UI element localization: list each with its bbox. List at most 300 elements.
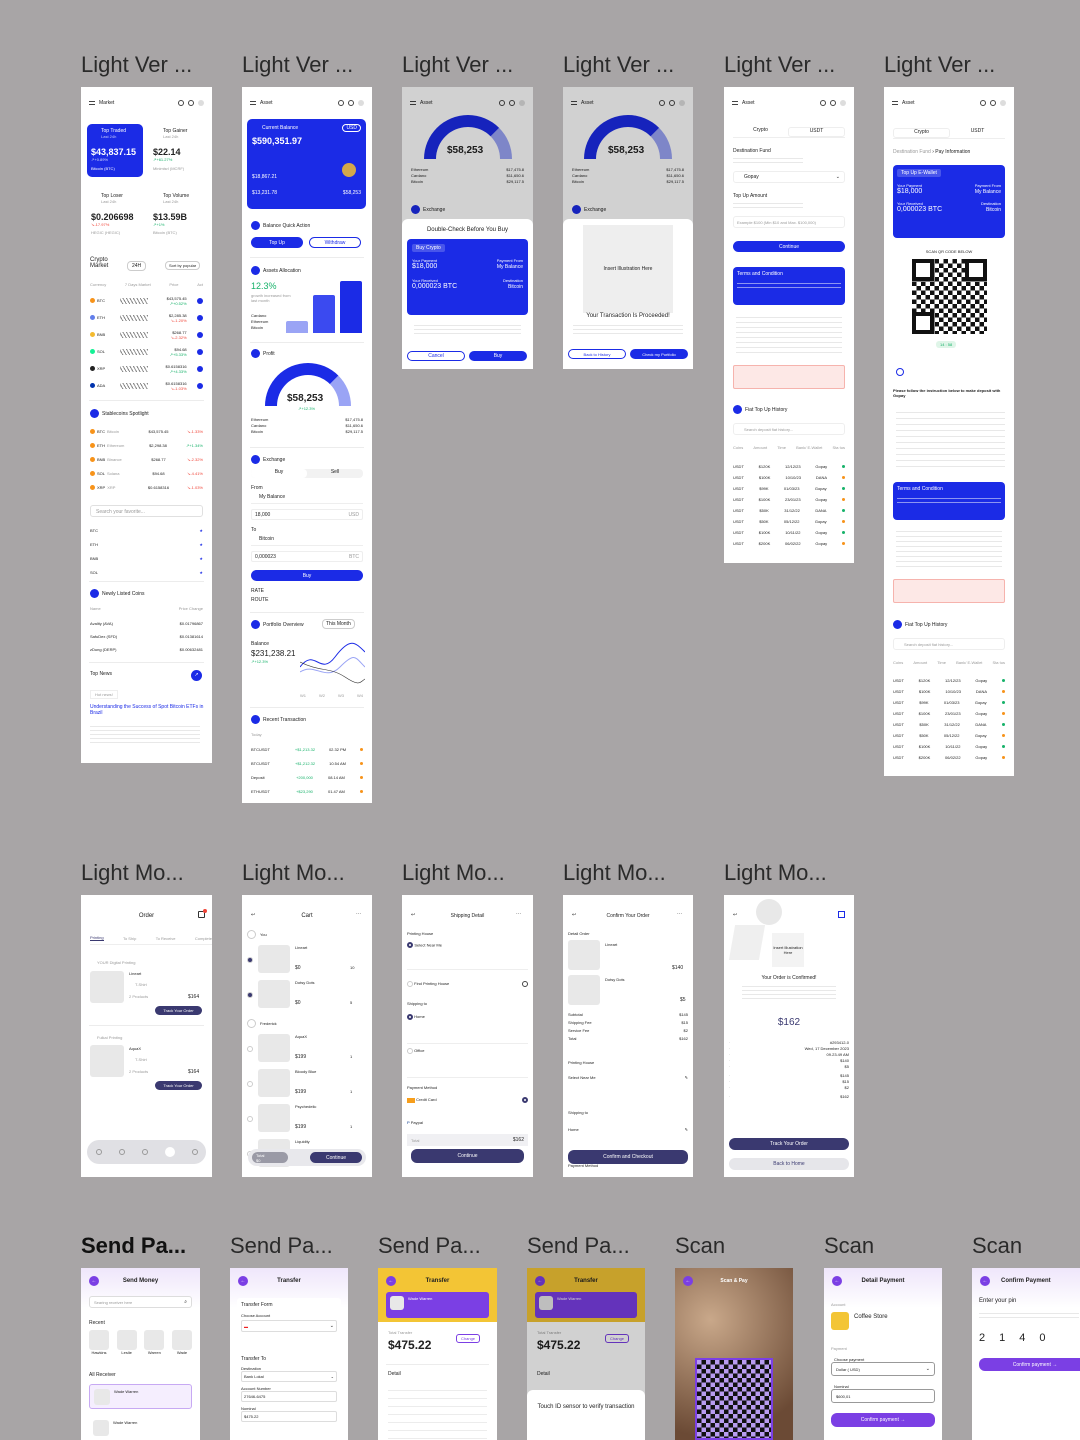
transfer-form-screen: ← Transfer Transfer Form Choose Account ▬ ⌄ Transfer To Destination Bank Lokal ⌄ Account Number 27646-6475 Nominal $475.22	[230, 1268, 348, 1440]
status-dot	[360, 748, 363, 751]
cart-screen: ↩ Cart ··· You Lineart $0 10 Dotsy Dots $0 5 Frederick AquaX $199 1 Bloody Blue $199 1 Psychedelic $199 1 Liquidity Total $0 Continue	[242, 895, 372, 1177]
select-near-option[interactable]: Select Near Me	[407, 942, 528, 970]
detail-payment-screen: ← Detail Payment Account Coffee Store Payment Choose payment Dollar ( USD) ⌄ Nominal $600,01 Confirm payment →	[824, 1268, 942, 1440]
sheet-title: Double-Check Before You Buy	[426, 227, 509, 233]
confirm-payment-button[interactable]: Confirm payment →	[979, 1358, 1080, 1371]
allocation-legend: Cardano Ethereum Bitcoin	[251, 313, 269, 330]
action-icon[interactable]	[197, 383, 203, 389]
pin-digits[interactable]: 2 1 4 0	[979, 1332, 1046, 1344]
cart-item[interactable]: AquaX $199 1	[247, 1032, 367, 1067]
gauge-legend-row: Bitcoin $29,117.5	[251, 429, 363, 434]
select-radio[interactable]	[247, 957, 253, 963]
change-button[interactable]: Change	[456, 1334, 480, 1343]
status-dot	[842, 531, 845, 534]
profit-title: Profit	[251, 349, 275, 358]
topup-button[interactable]: Top Up	[251, 237, 303, 248]
news-tag: Hot news!	[90, 690, 118, 699]
frame-label: Light Ver ...	[884, 52, 996, 77]
asset-screen: Asset Current Balance USD $590,351.97 $18,867.21 $13,231.78 $58,253 Balance Quick Action Top Up Withdraw Assets Allocation 12.3% growth increased from last month Cardano Ethereum Bitcoin Profit $58,253 ↗+12.3% Ethereum $17,475.8 Cardano $11,650.6 Bitcoin $29,117.5 Exchange Buy Sell From My Balance 18,000 USD To Bitcoin 0,000023 BTC Buy RATE ROUTE Portfolio Overview This Month Balance $231,238.21 ↗+12.3% W1 W2 W3 W4 Recent Transaction Today BTCUSDT +$1,213.32 02.32 PM BTCUSDT +$1,212.32 10.54 AM Deposit +200,000 08.14 AM ETHUSDT +$23,290 01.47 AM	[242, 87, 372, 803]
history-row[interactable]: USDT $100K 10/11/22 Gopay	[893, 741, 1005, 752]
back-home-button[interactable]: Back to Home	[729, 1158, 849, 1170]
action-icon[interactable]	[197, 349, 203, 355]
bell-icon[interactable]	[830, 100, 836, 106]
news-arrow-button[interactable]: ↗	[191, 670, 202, 681]
menu-icon[interactable]	[892, 101, 898, 105]
info-icon	[896, 368, 904, 376]
allocation-bars	[284, 275, 364, 333]
top-traded-card[interactable]: Top Traded Last 24h $43,837.15 ↗+0.89% Bitcoin (BTC)	[87, 124, 143, 177]
coin-icon	[90, 332, 95, 337]
cart-item[interactable]: Dotsy Dots $0 5	[247, 978, 367, 1013]
cart-item[interactable]: Liquidity	[247, 1137, 367, 1172]
menu-icon[interactable]	[250, 101, 256, 105]
frame-label: Light Ver ...	[724, 52, 836, 77]
sort-dropdown[interactable]: Sort by popular	[165, 261, 200, 270]
account-number-input[interactable]: 27646-6475	[241, 1391, 337, 1402]
sparkline	[120, 383, 148, 389]
sparkline	[120, 332, 148, 338]
coin-icon	[342, 163, 356, 177]
cart-list-you	[247, 943, 367, 1013]
receiver-item[interactable]: Wade Warren	[89, 1384, 192, 1409]
quantity-stepper[interactable]: 10	[350, 965, 355, 970]
from-amount-input[interactable]: 18,000 USD	[251, 509, 363, 520]
search-icon[interactable]	[178, 100, 184, 106]
withdraw-button[interactable]: Withdraw	[309, 237, 361, 248]
search-icon[interactable]	[119, 1149, 125, 1155]
coin-icon	[90, 485, 95, 490]
frame-label: Light Mo...	[724, 860, 827, 885]
bell-icon[interactable]	[990, 100, 996, 106]
quick-action-title: Balance Quick Action	[251, 221, 310, 230]
touch-id-screen: ← Transfer Wade Warren Total Transfer $475.22 Change Detail Touch ID sensor to verify transaction	[527, 1268, 645, 1440]
newly-listed-row[interactable]: Avality (AVA) $0.01796867	[90, 621, 203, 626]
top-loser-card[interactable]: Top Loser Last 24h $0.206698 ↘-17.97% HEGIC (HEGIC)	[91, 193, 134, 235]
frame-label: Light Ver ...	[563, 52, 675, 77]
select-radio[interactable]	[247, 992, 253, 998]
history-row[interactable]: USDT $99K 01/03/23 Gopay	[733, 483, 845, 494]
transaction-proceeded-screen: Asset $58,253 Ethereum $17,475.8 Cardano $11,650.6 Bitcoin $29,117.5 Exchange Insert Illustration Here Your Transaction Is Proceeded! Back to History Check my Portfolio	[563, 87, 693, 369]
history-row[interactable]: USDT $200K 06/02/22 Gopay	[893, 752, 1005, 763]
newly-listed-list	[90, 617, 203, 656]
quantity-stepper[interactable]: 1	[350, 1054, 353, 1059]
history-row[interactable]: USDT $50K 05/12/22 Gopay	[893, 730, 1005, 741]
favorite-row[interactable]: ETH ★	[90, 541, 203, 547]
status-dot	[1002, 690, 1005, 693]
history-table	[733, 461, 845, 549]
action-icon[interactable]	[197, 366, 203, 372]
confirm-sheet	[402, 219, 533, 369]
select-radio[interactable]	[247, 1116, 253, 1122]
sparkline	[120, 349, 148, 355]
ewallet-card: Top Up E-Wallet Your Payment Payment From $18,000 My Balance Your Received Destination 0,000023 BTC Bitcoin	[893, 165, 1005, 238]
order-details: · #293412-0 · Wed, 17 December 2023 · 09.23.49 AM · $140 · $5 · $145 · $15 · $2 · $162	[729, 1040, 849, 1099]
account-select[interactable]: ▬ ⌄	[241, 1320, 337, 1332]
order-screen: Order Printing To Ship To Receive Complete YOUR Digital Printing Lineart T-Shirt 2 Products $164 Track Your Order Fulkai Printing AquaX T-Shirt 2 Products $164 Track Your Order	[81, 895, 212, 1177]
status-dot	[842, 487, 845, 490]
from-balance-select[interactable]: My Balance	[251, 494, 363, 504]
frame-label: Scan	[675, 1233, 726, 1258]
newly-listed-title: Newly Listed Coins	[90, 589, 145, 598]
paypal-option[interactable]: P Paypal	[407, 1120, 423, 1125]
summary-row: Subtotal $145	[568, 1012, 688, 1017]
product-image	[258, 980, 290, 1008]
action-icon[interactable]	[197, 332, 203, 338]
newly-listed-row[interactable]: SafuDex (SFD) $0.01381614	[90, 634, 203, 639]
page-title: Shipping Detail	[450, 913, 485, 919]
search-icon[interactable]	[820, 100, 826, 106]
continue-button[interactable]: Continue	[310, 1152, 362, 1163]
product-image	[258, 1104, 290, 1132]
status-dot	[842, 520, 845, 523]
stablecoin-row[interactable]: ETH Ethereum $2,298.38 ↗+1.34%	[90, 438, 203, 452]
page-title: Transfer	[425, 1278, 450, 1284]
transaction-list	[251, 742, 363, 798]
product-image	[258, 1034, 290, 1062]
page-title: Transfer	[277, 1278, 301, 1284]
amount-paid: $162	[777, 1017, 801, 1028]
status-dot	[1002, 679, 1005, 682]
swap-icon[interactable]	[142, 1149, 148, 1155]
stablecoin-row[interactable]: SOL Solana $94.68 ↘-4.41%	[90, 466, 203, 480]
month-dropdown[interactable]: This Month	[322, 619, 355, 629]
coin-icon	[90, 443, 95, 448]
payment-select[interactable]: Dollar ( USD) ⌄	[831, 1362, 935, 1376]
frame-label: Send Pa...	[230, 1233, 333, 1258]
coin-icon	[90, 471, 95, 476]
checkout-button[interactable]: Confirm and Checkout	[568, 1150, 688, 1164]
back-icon[interactable]: ←	[832, 1276, 842, 1286]
star-icon[interactable]: ★	[199, 541, 203, 547]
send-money-screen: ← Send Money Searing receiver here ⌕ Recent Hawkins Leslie Warren Wade All Receiver Wade Warren Wade Warren	[81, 1268, 200, 1440]
menu-icon[interactable]	[732, 101, 738, 105]
bottom-nav[interactable]	[87, 1140, 206, 1164]
history-row[interactable]: USDT $100K 23/01/23 Gopay	[733, 494, 845, 505]
coin-row[interactable]: ADA $0.6158316 ↘-1.03%	[90, 377, 203, 394]
buy-button[interactable]: Buy	[469, 351, 527, 361]
qr-scanner-frame[interactable]	[695, 1358, 773, 1440]
back-icon[interactable]: ↩	[733, 912, 738, 918]
bell-icon[interactable]	[348, 100, 354, 106]
scan-pay-screen	[675, 1268, 793, 1440]
back-icon[interactable]: ↩	[411, 912, 416, 918]
sparkline	[120, 315, 148, 321]
history-row[interactable]: USDT $50K 05/12/22 Gopay	[733, 516, 845, 527]
page-title: Confirm Your Order	[606, 913, 650, 919]
frame-label: Scan	[972, 1233, 1023, 1258]
coin-row[interactable]: BTC $43,575.45 ↗+0.52%	[90, 292, 203, 309]
stablecoin-row[interactable]: XRP XRP $0.6158316 ↘-1.03%	[90, 480, 203, 494]
stablecoin-list	[90, 424, 203, 494]
to-amount-input[interactable]: 0,000023 BTC	[251, 551, 363, 562]
history-title: Fiat Top Up History	[733, 405, 787, 414]
cart-item[interactable]: Lineart $0 10	[247, 943, 367, 978]
payment-summary-card: Buy Crypto Your Payment Payment From $18,000 My Balance Your Received Destination 0,000023 BTC Bitcoin	[407, 239, 528, 315]
coin-icon	[90, 349, 95, 354]
confirm-order-screen: ↩ Confirm Your Order ··· Detail Order Lineart $140 Dotsy Dots $5 Subtotal $145 Shipping Fee $15 Service Fee $2 Total $162 Printing House Select Near Me ✎ Shipping to Home ✎ Confirm and Checkout Payment Method	[563, 895, 693, 1177]
home-address-option[interactable]: Home	[407, 1014, 528, 1044]
frame-label: Light Ver ...	[402, 52, 514, 77]
stablecoin-row[interactable]: BTC Bitcoin $43,575.45 ↘-1.33%	[90, 424, 203, 438]
continue-button[interactable]: Continue	[733, 241, 845, 252]
recent-transaction-title: Recent Transaction	[251, 715, 306, 724]
frame-label: Light Mo...	[402, 860, 505, 885]
receiver-search-input[interactable]: Searing receiver here ⌕	[89, 1296, 192, 1308]
back-icon[interactable]: ←	[386, 1276, 396, 1286]
coin-icon	[90, 429, 95, 434]
avatar[interactable]	[198, 100, 204, 106]
check-portfolio-button[interactable]: Check my Portfolio	[630, 349, 688, 359]
coin-row[interactable]: XRP $0.6158316 ↗+4.33%	[90, 360, 203, 377]
home-icon[interactable]	[96, 1149, 102, 1155]
crypto-market-title: Crypto Market	[90, 257, 109, 269]
destination-select[interactable]: Bank Lokal ⌄	[241, 1371, 337, 1382]
status-dot	[1002, 745, 1005, 748]
office-address-option[interactable]: Office	[407, 1048, 528, 1078]
star-icon[interactable]: ★	[199, 555, 203, 561]
touch-id-sheet: Touch ID sensor to verify transaction	[527, 1390, 645, 1440]
sparkline	[120, 366, 148, 372]
sparkline	[120, 298, 148, 304]
top-volume-card[interactable]: Top Volume Last 24h $13.59B ↗+1% Bitcoin (BTC)	[153, 193, 190, 235]
frame-label: Scan	[824, 1233, 875, 1258]
quantity-stepper[interactable]: 5	[350, 1000, 353, 1005]
select-radio[interactable]	[247, 1081, 253, 1087]
currency-dropdown[interactable]: USD	[342, 124, 361, 132]
frame-label: Send Pa...	[378, 1233, 481, 1258]
search-icon[interactable]	[338, 100, 344, 106]
history-search-input[interactable]: Search deposit fiat history...	[733, 423, 845, 435]
order-confirmed-screen: ↩ Insert Illustration Here Your Order is Confirmed! $162 · #293412-0 · Wed, 17 December 2023 · 09.23.49 AM · $140 · $5 · $145 · $15 · $2 · $162 Track Your Order Back to Home	[724, 895, 854, 1177]
back-icon[interactable]: ↩	[572, 912, 577, 918]
nominal-input[interactable]: $600,01	[831, 1389, 935, 1403]
favorite-row[interactable]: SOL ★	[90, 569, 203, 575]
frame-label: Light Mo...	[563, 860, 666, 885]
order-summary	[568, 1011, 688, 1043]
status-dot	[1002, 734, 1005, 737]
back-icon[interactable]: ←	[238, 1276, 248, 1286]
product-image	[258, 945, 290, 973]
confirm-pin-screen: ← Confirm Payment Enter your pin 2 1 4 0 Confirm payment →	[972, 1268, 1080, 1440]
coin-row[interactable]: SOL $94.68 ↗+5.33%	[90, 343, 203, 360]
frame-label: Light Ver ...	[242, 52, 354, 77]
gauge-legend-row: Cardano $11,650.6	[251, 423, 363, 428]
summary-row: Shipping Fee $15	[568, 1020, 688, 1025]
history-row[interactable]: USDT $50K 31/12/22 DANA	[733, 505, 845, 516]
assets-allocation-title: Assets Allocation	[251, 266, 301, 275]
stablecoin-row[interactable]: BNB Binance $268.77 ↘-2.32%	[90, 452, 203, 466]
avatar[interactable]	[1000, 100, 1006, 106]
confirm-payment-button[interactable]: Confirm payment →	[831, 1413, 935, 1427]
continue-button[interactable]: Continue	[411, 1149, 524, 1163]
page-title: Market	[99, 100, 115, 106]
track-order-button[interactable]: Track Your Order	[155, 1006, 202, 1015]
receiver-card: Wade Warren	[386, 1292, 489, 1318]
status-dot	[1002, 756, 1005, 759]
status-dot	[1002, 723, 1005, 726]
status-dot	[360, 776, 363, 779]
cart-item[interactable]: Bloody Blue $199 1	[247, 1067, 367, 1102]
transaction-row[interactable]: BTCUSDT +$1,212.32 10.54 AM	[251, 756, 363, 770]
coin-icon	[90, 383, 95, 388]
top-news-title: Top News	[90, 671, 112, 677]
cart-footer: Total $0 Continue	[248, 1149, 366, 1166]
status-dot	[360, 790, 363, 793]
avatar[interactable]	[840, 100, 846, 106]
buy-confirm-screen: Asset $58,253 Ethereum $17,475.8 Cardano $11,650.6 Bitcoin $29,117.5 Exchange Double-Check Before You Buy Buy Crypto Your Payment Payment From $18,000 My Balance Your Received Destination 0,000023 BTC Bitcoin Cancel Buy	[402, 87, 533, 369]
coin-list	[90, 292, 203, 394]
search-icon: ⌕	[184, 1299, 187, 1305]
illustration-placeholder: Insert Illustration Here	[724, 895, 854, 975]
page-title: Asset	[260, 100, 273, 106]
history-row[interactable]: USDT $120K 12/12/23 Gopay	[733, 461, 845, 472]
history-row[interactable]: USDT $200K 06/02/22 Gopay	[733, 538, 845, 549]
back-icon[interactable]: ←	[980, 1276, 990, 1286]
frame-label: Send Pa...	[527, 1233, 630, 1258]
history-row[interactable]: USDT $100K 10/10/23 DANA	[733, 472, 845, 483]
breadcrumb: Destination Fund › Pay Information	[893, 149, 971, 155]
avatar[interactable]	[358, 100, 364, 106]
back-icon[interactable]: ↩	[251, 912, 256, 918]
order-tabs[interactable]: Printing To Ship To Receive Complete	[90, 935, 212, 945]
back-icon[interactable]: ←	[683, 1276, 693, 1286]
transaction-row[interactable]: Deposit +200,000 08.14 AM	[251, 770, 363, 784]
frame-label: Light Mo...	[81, 860, 184, 885]
nominal-input[interactable]: $475.22	[241, 1411, 337, 1422]
gauge-legend-row: Ethereum $17,475.8	[251, 417, 363, 422]
action-icon[interactable]	[197, 298, 203, 304]
newly-listed-row[interactable]: zDung (DERP) $0.00632481	[90, 647, 203, 652]
action-icon[interactable]	[197, 315, 203, 321]
page-title: Send Money	[122, 1278, 159, 1284]
history-row[interactable]: USDT $120K 12/12/23 Gopay	[893, 675, 1005, 686]
back-to-history-button[interactable]: Back to History	[568, 349, 626, 359]
order-icon[interactable]	[165, 1147, 175, 1157]
quantity-stepper[interactable]: 1	[350, 1089, 353, 1094]
history-row[interactable]: USDT $100K 10/10/23 DANA	[893, 686, 1005, 697]
more-icon[interactable]: ···	[356, 911, 361, 917]
coin-table-header: Currency 7 Days Market Price Act	[90, 282, 203, 287]
find-printing-option[interactable]: Find Printing House	[407, 979, 528, 989]
status-dot	[842, 542, 845, 545]
status-dot	[842, 465, 845, 468]
search-icon[interactable]	[980, 100, 986, 106]
cart-icon[interactable]	[198, 911, 205, 918]
exchange-title: Exchange	[251, 455, 285, 464]
filter-dropdown[interactable]: 24H	[127, 261, 146, 271]
summary-row: Total $162	[568, 1036, 688, 1041]
history-table	[893, 675, 1005, 763]
credit-card-option[interactable]: Credit Card	[407, 1097, 528, 1103]
profile-icon[interactable]	[192, 1149, 198, 1155]
topup-screen: Asset Crypto USDT Destination Fund Gopay ⌄ Top Up Amount Example $100 (Min $10 and Max. $100,000) Continue Terms and Condition Fiat Top Up History Search deposit fiat history... Coins Amount Time Bank/ E-Wallet Sta tus USDT $120K 12/12/23 Gopay USDT $100K 10/10/23 DANA USDT $99K 01/03/23 Gopay USDT $100K 23/01/23 Gopay USDT $50K 31/12/22 DANA USDT $50K 05/12/22 Gopay USDT $100K 10/11/22 Gopay USDT $200K 06/02/22 Gopay	[724, 87, 854, 563]
balance-card: Current Balance USD $590,351.97 $18,867.21 $13,231.78 $58,253	[247, 119, 366, 209]
status-dot	[842, 509, 845, 512]
quantity-stepper[interactable]: 1	[350, 1124, 353, 1129]
star-icon[interactable]: ★	[199, 569, 203, 575]
coffee-cup-icon	[831, 1312, 849, 1330]
news-headline[interactable]: Understanding the Success of Spot Bitcoin ETFs in Brazil	[90, 704, 204, 716]
qr-timer: 14 : 58	[936, 341, 956, 348]
transaction-row[interactable]: BTCUSDT +$1,213.32 02.32 PM	[251, 742, 363, 756]
buy-sell-toggle[interactable]: Buy Sell	[251, 469, 363, 478]
exchange-buy-button[interactable]: Buy	[251, 570, 363, 581]
back-icon[interactable]: ←	[89, 1276, 99, 1286]
page-title: Detail Payment	[861, 1278, 905, 1284]
status-dot	[360, 762, 363, 765]
summary-row: Service Fee $2	[568, 1028, 688, 1033]
back-icon[interactable]: ←	[535, 1276, 545, 1286]
favorite-row[interactable]: BNB ★	[90, 555, 203, 561]
coin-icon	[90, 298, 95, 303]
bell-icon[interactable]	[188, 100, 194, 106]
qr-code-icon	[912, 259, 987, 334]
status-dot	[1002, 712, 1005, 715]
coin-icon	[90, 366, 95, 371]
favorite-row[interactable]: BTC ★	[90, 527, 203, 533]
location-icon	[522, 981, 528, 987]
illustration-placeholder: Insert Illustration Here	[583, 225, 673, 313]
history-row[interactable]: USDT $100K 23/01/23 Gopay	[893, 708, 1005, 719]
stablecoins-title: Stablecoins Spotlight	[90, 409, 149, 418]
pay-information-screen: Asset Crypto USDT Destination Fund › Pay Information Top Up E-Wallet Your Payment Payment From $18,000 My Balance Your Received Destination 0,000023 BTC Bitcoin SCAN QR CODE BELOW 14 : 58 Please follow the instruction below to make deposit with Gopay Terms and Condition Fiat Top Up History Search deposit fiat history... Coins Amount Time Bank/ E-Wallet Sta tus USDT $120K 12/12/23 Gopay USDT $100K 10/10/23 DANA USDT $99K 01/03/23 Gopay USDT $100K 23/01/23 Gopay USDT $50K 31/12/22 DANA USDT $50K 05/12/22 Gopay USDT $100K 10/11/22 Gopay USDT $200K 06/02/22 Gopay	[884, 87, 1014, 776]
amount-input[interactable]: Example $100 (Min $10 and Max. $100,000)	[733, 216, 845, 228]
track-order-button[interactable]: Track Your Order	[155, 1081, 202, 1090]
status-dot	[842, 476, 845, 479]
recent-receivers[interactable]: Hawkins Leslie Warren Wade	[89, 1330, 192, 1355]
history-row[interactable]: USDT $50K 31/12/22 DANA	[893, 719, 1005, 730]
receiver-item[interactable]: Wade Warren	[89, 1416, 192, 1440]
transfer-summary-screen: ← Transfer Wade Warren Total Transfer $475.22 Change Detail	[378, 1268, 497, 1440]
history-row[interactable]: USDT $99K 01/03/23 Gopay	[893, 697, 1005, 708]
crypto-usdt-tabs[interactable]: Crypto USDT	[733, 127, 845, 138]
favorite-search-input[interactable]: Search your favorite...	[90, 505, 203, 517]
frame-label: Light Mo...	[242, 860, 345, 885]
transaction-row[interactable]: ETHUSDT +$23,290 01.47 AM	[251, 784, 363, 798]
select-radio[interactable]	[247, 1046, 253, 1052]
gauge-legend	[251, 417, 363, 435]
coin-icon	[90, 457, 95, 462]
cancel-button[interactable]: Cancel	[407, 351, 465, 361]
track-order-button[interactable]: Track Your Order	[729, 1138, 849, 1150]
gopay-select[interactable]: Gopay ⌄	[733, 171, 845, 183]
frame-label: Send Pa...	[81, 1233, 187, 1258]
top-gainer-card[interactable]: Top Gainer Last 24h $22.14 ↗+61.27% Minimlsrl (MCRF)	[153, 128, 188, 171]
menu-icon[interactable]	[89, 101, 95, 105]
more-icon[interactable]: ···	[516, 911, 521, 917]
coin-icon	[90, 315, 95, 320]
portfolio-chart	[300, 637, 365, 687]
page-title: Scan & Pay	[720, 1278, 748, 1284]
product-image	[258, 1069, 290, 1097]
portfolio-title: Portfolio Overview	[251, 620, 304, 629]
history-row[interactable]: USDT $100K 10/11/22 Gopay	[733, 527, 845, 538]
to-coin-select[interactable]: Bitcoin	[251, 536, 363, 546]
star-icon[interactable]: ★	[199, 527, 203, 533]
coin-row[interactable]: ETH $2,285.38 ↘-1.20%	[90, 309, 203, 326]
terms-card: Terms and Condition	[733, 267, 845, 305]
page-title: Order	[138, 913, 155, 919]
frame-label: Light Ver ...	[81, 52, 193, 77]
more-icon[interactable]: ···	[677, 911, 682, 917]
coin-row[interactable]: BNB $268.77 ↘-2.32%	[90, 326, 203, 343]
status-dot	[842, 498, 845, 501]
page-title: Confirm Payment	[1001, 1278, 1051, 1284]
shipping-detail-screen: ↩ Shipping Detail ··· Printing House Select Near Me Find Printing House Shipping to Home Office Payment Method Credit Card P Paypal Total $162 Continue	[402, 895, 533, 1177]
page-title: Cart	[301, 913, 313, 919]
favorites-list	[90, 523, 203, 579]
cart-item[interactable]: Psychedelic $199 1	[247, 1102, 367, 1137]
